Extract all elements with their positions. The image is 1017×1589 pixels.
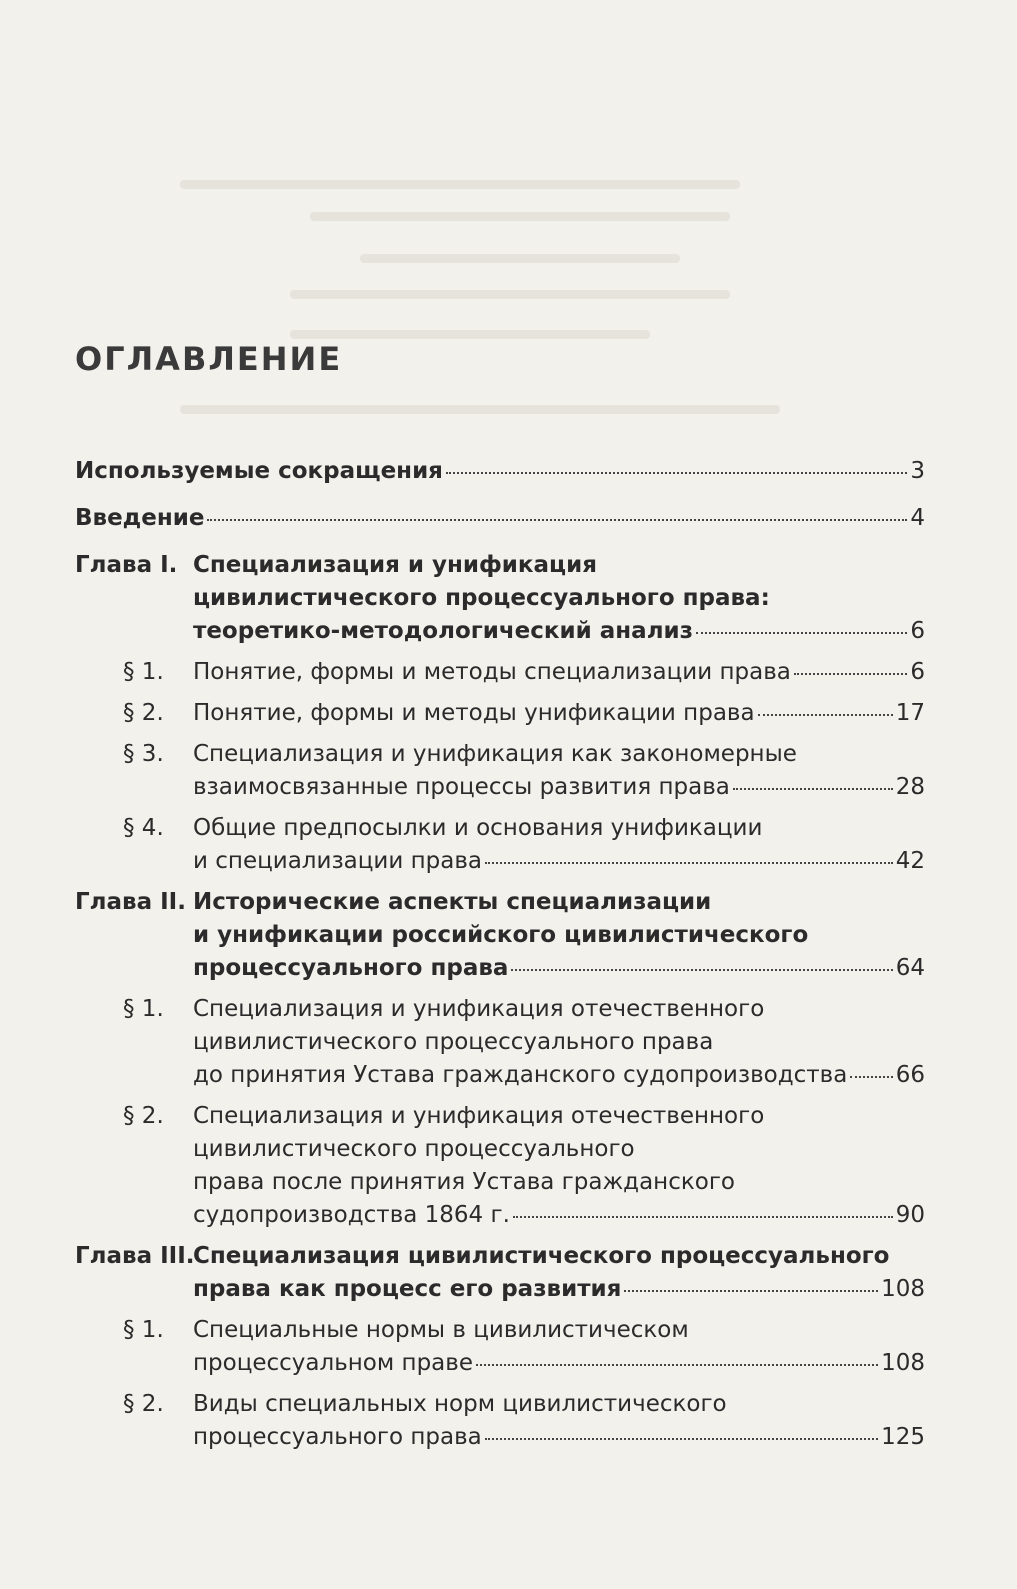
- dot-leader: [485, 862, 893, 864]
- section-label: § 3.: [123, 741, 164, 767]
- dot-leader: [446, 472, 907, 474]
- chapter-title-line: Исторические аспекты специализации: [193, 889, 712, 915]
- section-title-line: судопроизводства 1864 г.: [193, 1202, 510, 1228]
- page-number: 4: [910, 505, 925, 531]
- chapter-title-line: теоретико-методологический анализ: [193, 618, 694, 644]
- page-number: 42: [895, 848, 925, 874]
- toc-section-3-2: [75, 1388, 925, 1454]
- toc-section-1-3: [75, 738, 925, 804]
- entry-title: Введение: [75, 505, 205, 531]
- page-number: 66: [895, 1062, 925, 1088]
- chapter-label: Глава II.: [75, 889, 186, 915]
- section-label: § 4.: [123, 815, 164, 841]
- toc-chapter-1: [75, 549, 925, 648]
- chapter-title-line: цивилистического процессуального права:: [193, 585, 770, 611]
- chapter-title-line: права как процесс его развития: [193, 1276, 622, 1302]
- section-label: § 1.: [123, 996, 164, 1022]
- section-label: § 2.: [123, 1103, 164, 1129]
- page-number: 3: [910, 458, 925, 484]
- dot-leader: [794, 673, 907, 675]
- table-of-contents: [75, 455, 925, 1462]
- section-title-line: и специализации права: [193, 848, 483, 874]
- page-number: 90: [895, 1202, 925, 1228]
- dot-leader: [207, 519, 907, 521]
- chapter-label: Глава III.: [75, 1243, 195, 1269]
- section-title-line: Специализация и унификация как закономерные: [193, 741, 797, 767]
- section-label: § 1.: [123, 1317, 164, 1343]
- toc-section-3-1: [75, 1314, 925, 1380]
- section-title-line: Общие предпосылки и основания унификации: [193, 815, 763, 841]
- section-label: § 2.: [123, 1391, 164, 1417]
- page-number: 125: [881, 1424, 925, 1450]
- page-number: 17: [895, 700, 925, 726]
- toc-entry-abbreviations: [75, 455, 925, 488]
- section-label: § 1.: [123, 659, 164, 685]
- toc-chapter-3: [75, 1240, 925, 1306]
- section-title-line: Специализация и унификация отечественного: [193, 996, 765, 1022]
- section-title-line: процессуальном праве: [193, 1350, 473, 1376]
- page-number: 108: [881, 1350, 925, 1376]
- section-title-line: Специальные нормы в цивилистическом: [193, 1317, 689, 1343]
- chapter-title-line: Специализация и унификация: [193, 552, 597, 578]
- section-title-line: Понятие, формы и методы унификации права: [193, 700, 755, 726]
- toc-chapter-2: [75, 886, 925, 985]
- page-number: 64: [895, 955, 925, 981]
- dot-leader: [733, 788, 893, 790]
- chapter-label: Глава I.: [75, 552, 178, 578]
- toc-section-1-1: [75, 656, 925, 689]
- dot-leader: [511, 969, 892, 971]
- section-title-line: Понятие, формы и методы специализации права: [193, 659, 791, 685]
- dot-leader: [485, 1438, 878, 1440]
- toc-section-2-1: [75, 993, 925, 1092]
- dot-leader: [758, 714, 893, 716]
- section-title-line: Виды специальных норм цивилистического: [193, 1391, 727, 1417]
- section-title-line: цивилистического процессуального права: [193, 1029, 714, 1055]
- page-number: 6: [910, 618, 925, 644]
- dot-leader: [513, 1216, 893, 1218]
- chapter-title-line: Специализация цивилистического процессуального: [193, 1243, 890, 1269]
- page-title: ОГЛАВЛЕНИЕ: [75, 340, 343, 378]
- chapter-title-line: процессуального права: [193, 955, 509, 981]
- section-title-line: Специализация и унификация отечественного: [193, 1103, 765, 1129]
- page-number: 28: [895, 774, 925, 800]
- dot-leader: [850, 1076, 892, 1078]
- toc-section-1-4: [75, 812, 925, 878]
- toc-section-1-2: [75, 697, 925, 730]
- bleed-through-text: [170, 150, 930, 450]
- page-number: 6: [910, 659, 925, 685]
- section-label: § 2.: [123, 700, 164, 726]
- section-title-line: до принятия Устава гражданского судопроизводства: [193, 1062, 848, 1088]
- dot-leader: [696, 632, 907, 634]
- dot-leader: [476, 1364, 878, 1366]
- chapter-title-line: и унификации российского цивилистического: [193, 922, 809, 948]
- toc-section-2-2: [75, 1100, 925, 1232]
- dot-leader: [624, 1290, 878, 1292]
- section-title-line: права после принятия Устава гражданского: [193, 1169, 735, 1195]
- entry-title: Используемые сокращения: [75, 458, 443, 484]
- toc-entry-introduction: [75, 502, 925, 535]
- section-title-line: цивилистического процессуального: [193, 1136, 635, 1162]
- page-number: 108: [881, 1276, 925, 1302]
- section-title-line: процессуального права: [193, 1424, 482, 1450]
- section-title-line: взаимосвязанные процессы развития права: [193, 774, 730, 800]
